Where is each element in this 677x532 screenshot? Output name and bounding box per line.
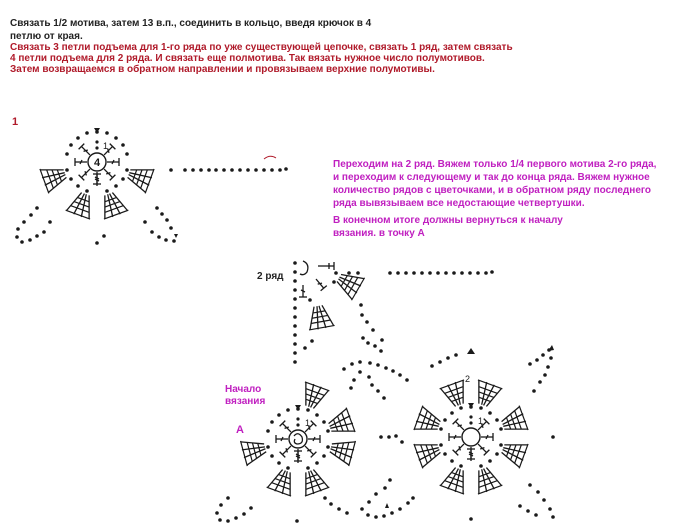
step1-chain — [183, 167, 288, 172]
instruction-red-line-2: 4 петли подъема для 2 ряда. И связать еще полмотива. Так вязать нужное число полумотивов. — [10, 53, 485, 64]
instruction-red-line-3: Затем возвращаемся в обратном направлении и провязываем верхние полумотивы. — [10, 64, 435, 75]
start-label-line-2: вязания — [225, 396, 266, 407]
svg-text:1: 1 — [103, 141, 109, 151]
step-1-label: 1 — [12, 116, 19, 128]
note-row2-line-2: и переходим к следующему и так до конца ряда. Вяжем нужное — [333, 172, 650, 183]
instruction-red-line-1: Связать 3 петли подъема для 1-го ряда по уже существующей цепочке, связать 1 ряд, затем связать — [10, 42, 513, 53]
connecting-chains — [215, 348, 555, 523]
svg-text:1: 1 — [478, 416, 484, 426]
note-row2-line-4: ряда вывязываем все недостающие четвертушки. — [333, 198, 585, 209]
svg-text:1: 1 — [305, 418, 311, 428]
note-row2-line-3: количество рядов с цветочками, и в обратном ряду последнего — [333, 185, 652, 196]
note-row2-line-1: Переходим на 2 ряд. Вяжем только 1/4 первого мотива 2-го ряда, — [333, 159, 657, 170]
motif-start-a — [240, 381, 357, 497]
row2-vertical-chain — [293, 261, 297, 364]
row2-top-chain — [388, 270, 494, 275]
half-motif-step1 — [39, 128, 155, 220]
note-final-line-2: вязания. в точку А — [333, 228, 425, 239]
row-2-label: 2 ряд — [257, 271, 284, 282]
instruction-line-2: петлю от края. — [10, 31, 83, 42]
svg-text:2: 2 — [465, 374, 471, 384]
svg-text:4: 4 — [93, 157, 101, 169]
motif-full — [413, 348, 529, 495]
note-final-line-1: В конечном итоге должны вернуться к началу — [333, 215, 563, 226]
point-a-label: А — [236, 424, 244, 436]
start-label-line-1: Начало — [225, 384, 262, 395]
instruction-line-1: Связать 1/2 мотива, затем 13 в.п., соединить в кольцо, введя крючок в 4 — [10, 18, 372, 29]
